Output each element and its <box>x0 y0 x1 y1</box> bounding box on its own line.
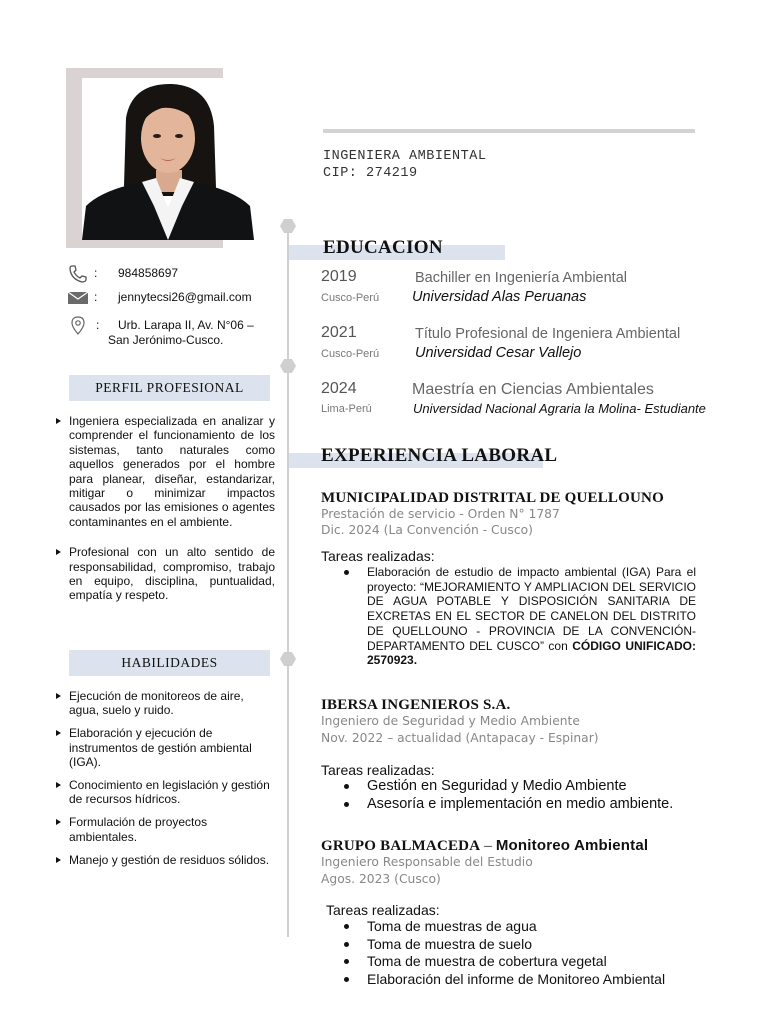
email-address[interactable]: jennytecsi26@gmail.com <box>118 290 252 304</box>
profile-photo <box>82 78 254 240</box>
educacion-heading: EDUCACION <box>323 237 443 258</box>
skill-item: Conocimiento en legislación y gestión de recursos hídricos. <box>55 778 275 807</box>
timeline-node <box>280 359 296 373</box>
job-task: Elaboración del informe de Monitoreo Ambiental <box>321 971 721 989</box>
timeline-line <box>287 225 289 937</box>
job-task: Toma de muestras de agua <box>321 918 721 936</box>
job-company: IBERSA INGENIEROS S.A. <box>321 697 511 713</box>
tareas-label: Tareas realizadas: <box>321 548 435 564</box>
job-period: Nov. 2022 – actualidad (Antapacay - Espinar) <box>321 731 599 745</box>
perfil-item: Ingeniera especializada en analizar y comprender el funcionamiento de los sistemas, tanto naturales como aquellos generados por el hombre para planear, diseñar, estandarizar, mitigar o minimizar impactos causados por las emisiones o agentes contaminantes en el ambiente. <box>55 414 275 529</box>
edu-institution: Universidad Alas Peruanas <box>412 289 587 305</box>
tareas-label: Tareas realizadas: <box>321 762 435 778</box>
header-rule <box>323 129 695 133</box>
edu-degree: Maestría en Ciencias Ambientales <box>412 381 654 398</box>
edu-degree: Título Profesional de Ingeniera Ambiental <box>415 326 681 342</box>
habilidades-heading: HABILIDADES <box>69 650 270 676</box>
experiencia-heading: EXPERIENCIA LABORAL <box>321 445 558 466</box>
job-task-text: Elaboración de estudio de impacto ambiental (IGA) Para el proyecto: “MEJORAMIENTO Y AMPLIACION DEL SERVICIO DE AGUA POTABLE Y DISPOSICIÓN SANITARIA DE EXCRETAS EN EL SECTOR DE CANELON DEL DISTRITO DE QUELLOUNO - PROVINCIA DE LA CONVENCIÓN- DEPARTAMENTO DEL CUSCO” con <box>367 565 696 653</box>
edu-degree: Bachiller en Ingeniería Ambiental <box>415 270 627 286</box>
job-task-list <box>321 777 721 813</box>
habilidades-list <box>55 689 275 876</box>
phone-icon <box>68 265 90 283</box>
perfil-item: Profesional con un alto sentido de responsabilidad, compromiso, trabajo en equipo, disciplina, puntualidad, empatía y respeto. <box>55 545 275 603</box>
timeline-node <box>280 652 296 666</box>
job-role: Ingeniero de Seguridad y Medio Ambiente <box>321 714 580 728</box>
job-role: Prestación de servicio - Orden N° 1787 <box>321 507 560 521</box>
perfil-heading: PERFIL PROFESIONAL <box>69 375 270 401</box>
cip-number: CIP: 274219 <box>323 166 418 181</box>
edu-year: 2021 <box>321 324 357 341</box>
job-task: Asesoría e implementación en medio ambiente. <box>321 795 721 813</box>
edu-location: Cusco-Perú <box>321 292 380 304</box>
job-task: Gestión en Seguridad y Medio Ambiente <box>321 777 721 795</box>
email-separator: : <box>94 290 98 304</box>
job-period: Agos. 2023 (Cusco) <box>321 872 441 886</box>
address-line-2: San Jerónimo-Cusco. <box>108 333 224 347</box>
timeline-node <box>280 219 296 233</box>
skill-item: Ejecución de monitoreos de aire, agua, suelo y ruido. <box>55 689 275 718</box>
job-company <box>321 837 648 855</box>
skill-item: Manejo y gestión de residuos sólidos. <box>55 853 275 867</box>
job-company-separator: – <box>480 838 496 854</box>
email-icon <box>67 290 89 308</box>
location-pin-icon <box>70 316 92 334</box>
job-task: Toma de muestra de cobertura vegetal <box>321 953 721 971</box>
edu-location: Cusco-Perú <box>321 348 380 360</box>
job-period: Dic. 2024 (La Convención - Cusco) <box>321 523 533 537</box>
address-line-1: Urb. Larapa II, Av. N°06 – <box>118 318 254 332</box>
job-task <box>321 565 696 668</box>
edu-institution: Universidad Nacional Agraria la Molina- Estudiante <box>413 401 706 416</box>
edu-location: Lima-Perú <box>321 403 372 415</box>
job-company-detail: Monitoreo Ambiental <box>495 837 649 854</box>
edu-year: 2024 <box>321 380 357 397</box>
job-task: Toma de muestra de suelo <box>321 936 721 954</box>
edu-year: 2019 <box>321 268 357 285</box>
tareas-label: Tareas realizadas: <box>326 902 440 918</box>
edu-institution: Universidad Cesar Vallejo <box>415 345 582 361</box>
address-separator: : <box>96 318 100 332</box>
job-task-code: CÓDIGO UNIFICADO: 2570923. <box>367 638 696 668</box>
skill-item: Formulación de proyectos ambientales. <box>55 815 275 844</box>
job-task-list <box>321 565 696 668</box>
skill-item: Elaboración y ejecución de instrumentos de gestión ambiental (IGA). <box>55 726 275 769</box>
job-role: Ingeniero Responsable del Estudio <box>321 855 533 869</box>
job-company-name: GRUPO BALMACEDA <box>321 838 481 854</box>
job-task-list <box>321 918 721 988</box>
phone-separator: : <box>94 266 98 280</box>
job-company: MUNICIPALIDAD DISTRITAL DE QUELLOUNO <box>321 490 664 506</box>
profession-title: INGENIERA AMBIENTAL <box>323 149 487 164</box>
phone-number[interactable]: 984858697 <box>118 266 179 280</box>
perfil-list <box>55 414 275 603</box>
